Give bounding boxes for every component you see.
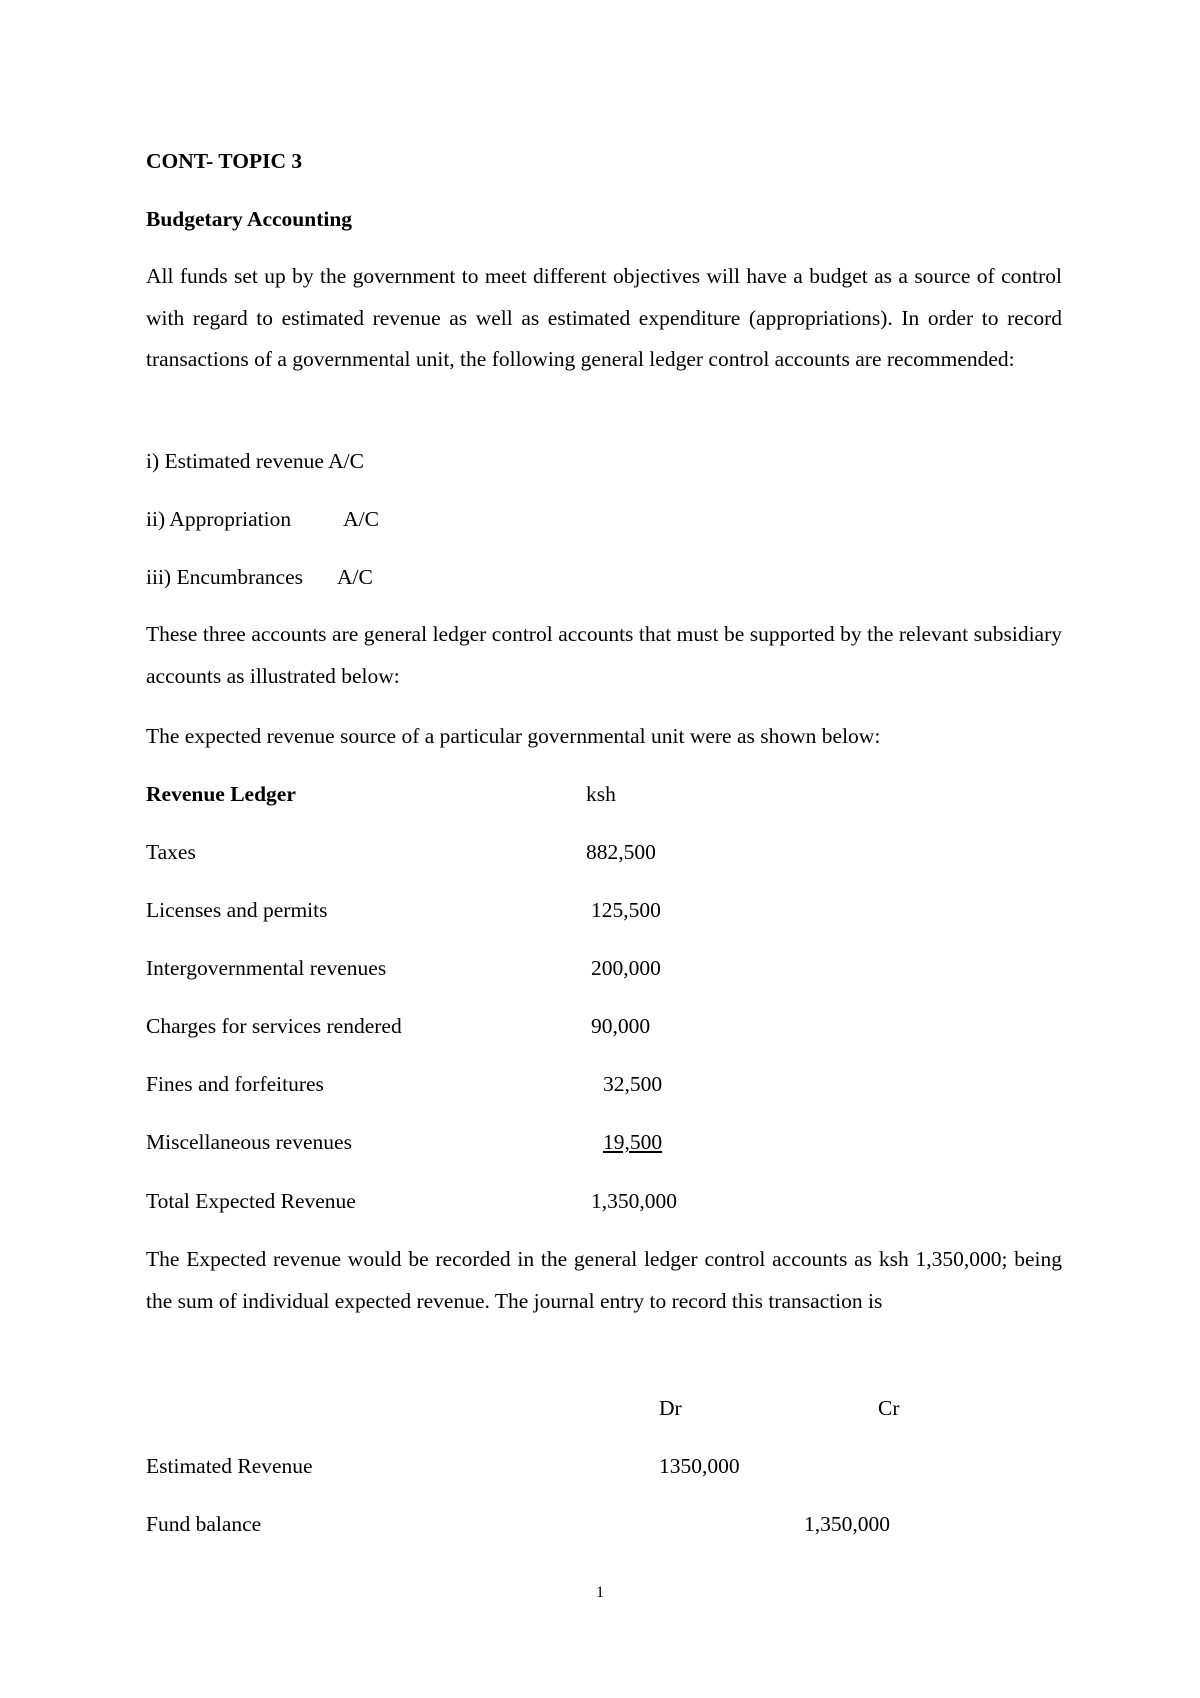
topic-title: CONT- TOPIC 3	[146, 149, 303, 173]
revenue-ledger-heading: Revenue Ledger	[146, 782, 296, 806]
journal-dr-amount: 1350,000	[659, 1454, 740, 1478]
account-name: iii) Encumbrances	[146, 565, 304, 589]
page-number: 1	[596, 1584, 604, 1601]
account-suffix: A/C	[337, 565, 373, 589]
expected-intro: The expected revenue source of a particular governmental unit were as shown below:	[146, 724, 881, 748]
ledger-row-amount: 32,500	[603, 1072, 663, 1096]
ledger-row-label: Taxes	[146, 840, 196, 864]
journal-account: Estimated Revenue	[146, 1454, 313, 1478]
ledger-row-amount: 200,000	[591, 956, 661, 980]
ledger-row-label: Licenses and permits	[146, 898, 328, 922]
ledger-row-amount: 19,500	[603, 1130, 663, 1154]
journal-account: Fund balance	[146, 1512, 262, 1536]
intro-paragraph: All funds set up by the government to meet different objectives will have a budget as a source of control with regard to estimated revenue as well as estimated expenditure (appropriations). In order to record transactions of a governmental unit, the following general ledger control accounts are recommended:	[146, 264, 1062, 371]
ledger-row-label: Intergovernmental revenues	[146, 956, 387, 980]
ledger-row-amount: 125,500	[591, 898, 661, 922]
account-item-encumbrances	[146, 557, 373, 599]
journal-cr-amount: 1,350,000	[804, 1512, 890, 1536]
account-suffix: A/C	[343, 507, 379, 531]
ledger-row-label: Charges for services rendered	[146, 1014, 402, 1038]
journal-paragraph: The Expected revenue would be recorded in the general ledger control accounts as ksh 1,350,000; being the sum of individual expected revenue. The journal entry to record this transaction is	[146, 1247, 1062, 1313]
ledger-total-label: Total Expected Revenue	[146, 1189, 356, 1213]
ledger-row-amount: 882,500	[586, 840, 656, 864]
revenue-ledger-currency: ksh	[586, 782, 616, 806]
support-paragraph: These three accounts are general ledger control accounts that must be supported by the relevant subsidiary accounts as illustrated below:	[146, 622, 1062, 688]
journal-cr-header: Cr	[878, 1396, 900, 1420]
section-heading: Budgetary Accounting	[146, 207, 353, 231]
ledger-row-label: Fines and forfeitures	[146, 1072, 324, 1096]
account-name: ii) Appropriation	[146, 507, 292, 531]
journal-dr-header: Dr	[659, 1396, 682, 1420]
account-name: i) Estimated revenue A/C	[146, 449, 364, 473]
ledger-row-label: Miscellaneous revenues	[146, 1130, 352, 1154]
account-item-estimated-revenue	[146, 441, 364, 483]
ledger-total-amount: 1,350,000	[591, 1189, 677, 1213]
ledger-row-amount: 90,000	[591, 1014, 651, 1038]
account-item-appropriation	[146, 499, 379, 541]
